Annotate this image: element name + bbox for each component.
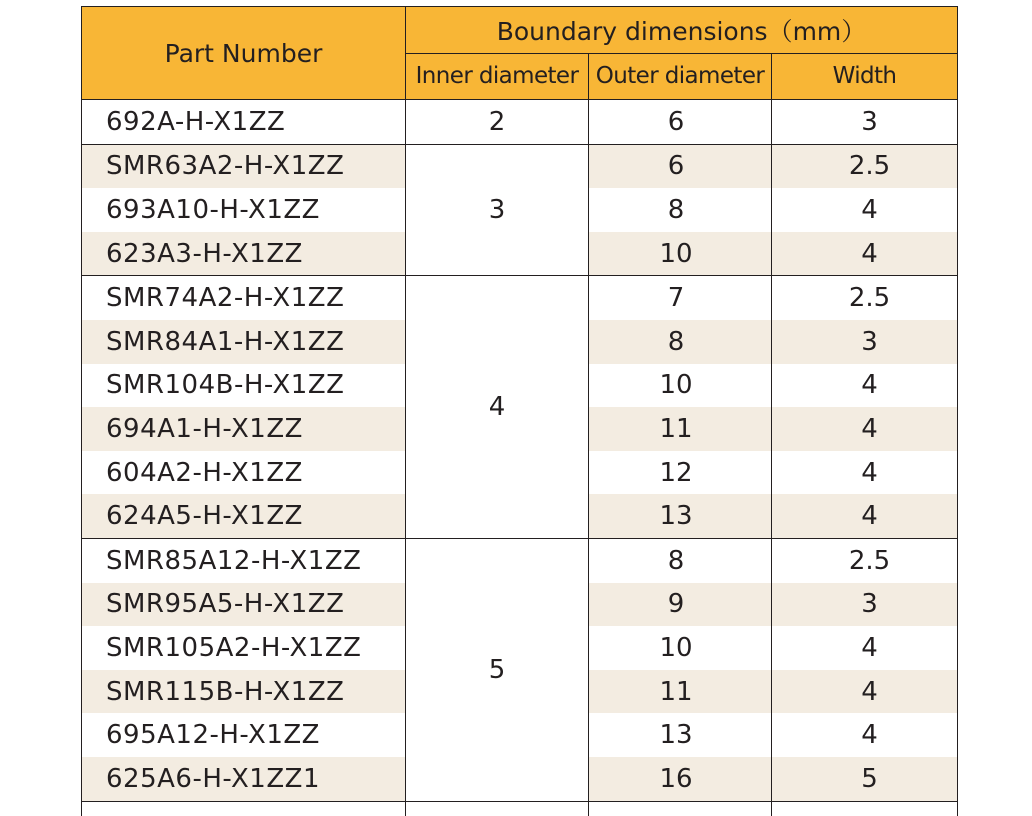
continuation-cell [589,801,772,816]
width-cell: 3 [772,100,958,145]
outer-diameter-cell: 11 [589,407,772,451]
table-row [82,144,958,188]
part-number-cell: SMR63A2-H-X1ZZ [82,144,406,188]
width-cell: 4 [772,364,958,408]
outer-diameter-cell: 11 [589,670,772,714]
part-number-cell: 693A10-H-X1ZZ [82,188,406,232]
boundary-dimensions-header: Boundary dimensions（mm） [406,7,958,54]
outer-diameter-cell: 13 [589,494,772,538]
width-cell: 4 [772,713,958,757]
part-number-cell: SMR85A12-H-X1ZZ [82,538,406,582]
inner-diameter-header: Inner diameter [406,53,589,100]
outer-diameter-cell: 6 [589,100,772,145]
width-cell: 4 [772,232,958,276]
part-number-cell: 625A6-H-X1ZZ1 [82,757,406,801]
width-cell: 3 [772,583,958,627]
table-header [82,7,958,100]
part-number-cell: 694A1-H-X1ZZ [82,407,406,451]
continuation-cell [406,801,589,816]
part-number-cell: 604A2-H-X1ZZ [82,451,406,495]
outer-diameter-cell: 13 [589,713,772,757]
bearing-spec-table [81,6,958,816]
table-row [82,538,958,582]
outer-diameter-cell: 10 [589,626,772,670]
table-body [82,100,958,816]
outer-diameter-cell: 10 [589,364,772,408]
width-cell: 2.5 [772,538,958,582]
part-number-cell: SMR115B-H-X1ZZ [82,670,406,714]
part-number-cell: SMR104B-H-X1ZZ [82,364,406,408]
part-number-cell: SMR105A2-H-X1ZZ [82,626,406,670]
width-header: Width [772,53,958,100]
width-cell: 4 [772,494,958,538]
width-cell: 4 [772,188,958,232]
part-number-cell: 623A3-H-X1ZZ [82,232,406,276]
outer-diameter-header: Outer diameter [589,53,772,100]
part-number-cell: 692A-H-X1ZZ [82,100,406,145]
outer-diameter-cell: 8 [589,538,772,582]
width-cell: 2.5 [772,144,958,188]
bearing-spec-table-container [81,6,957,816]
continuation-cell [82,801,406,816]
width-cell: 4 [772,670,958,714]
width-cell: 4 [772,451,958,495]
width-cell: 4 [772,407,958,451]
table-row [82,276,958,320]
inner-diameter-cell: 2 [406,100,589,145]
outer-diameter-cell: 8 [589,320,772,364]
inner-diameter-cell: 4 [406,276,589,539]
outer-diameter-cell: 10 [589,232,772,276]
width-cell: 4 [772,626,958,670]
part-number-cell: 695A12-H-X1ZZ [82,713,406,757]
part-number-header: Part Number [82,7,406,100]
width-cell: 3 [772,320,958,364]
outer-diameter-cell: 16 [589,757,772,801]
outer-diameter-cell: 9 [589,583,772,627]
outer-diameter-cell: 8 [589,188,772,232]
part-number-cell: SMR84A1-H-X1ZZ [82,320,406,364]
inner-diameter-cell: 5 [406,538,589,801]
table-row [82,100,958,145]
width-cell: 2.5 [772,276,958,320]
part-number-cell: SMR74A2-H-X1ZZ [82,276,406,320]
part-number-cell: SMR95A5-H-X1ZZ [82,583,406,627]
part-number-cell: 624A5-H-X1ZZ [82,494,406,538]
table-row-continuation [82,801,958,816]
outer-diameter-cell: 12 [589,451,772,495]
width-cell: 5 [772,757,958,801]
inner-diameter-cell: 3 [406,144,589,276]
outer-diameter-cell: 7 [589,276,772,320]
continuation-cell [772,801,958,816]
outer-diameter-cell: 6 [589,144,772,188]
